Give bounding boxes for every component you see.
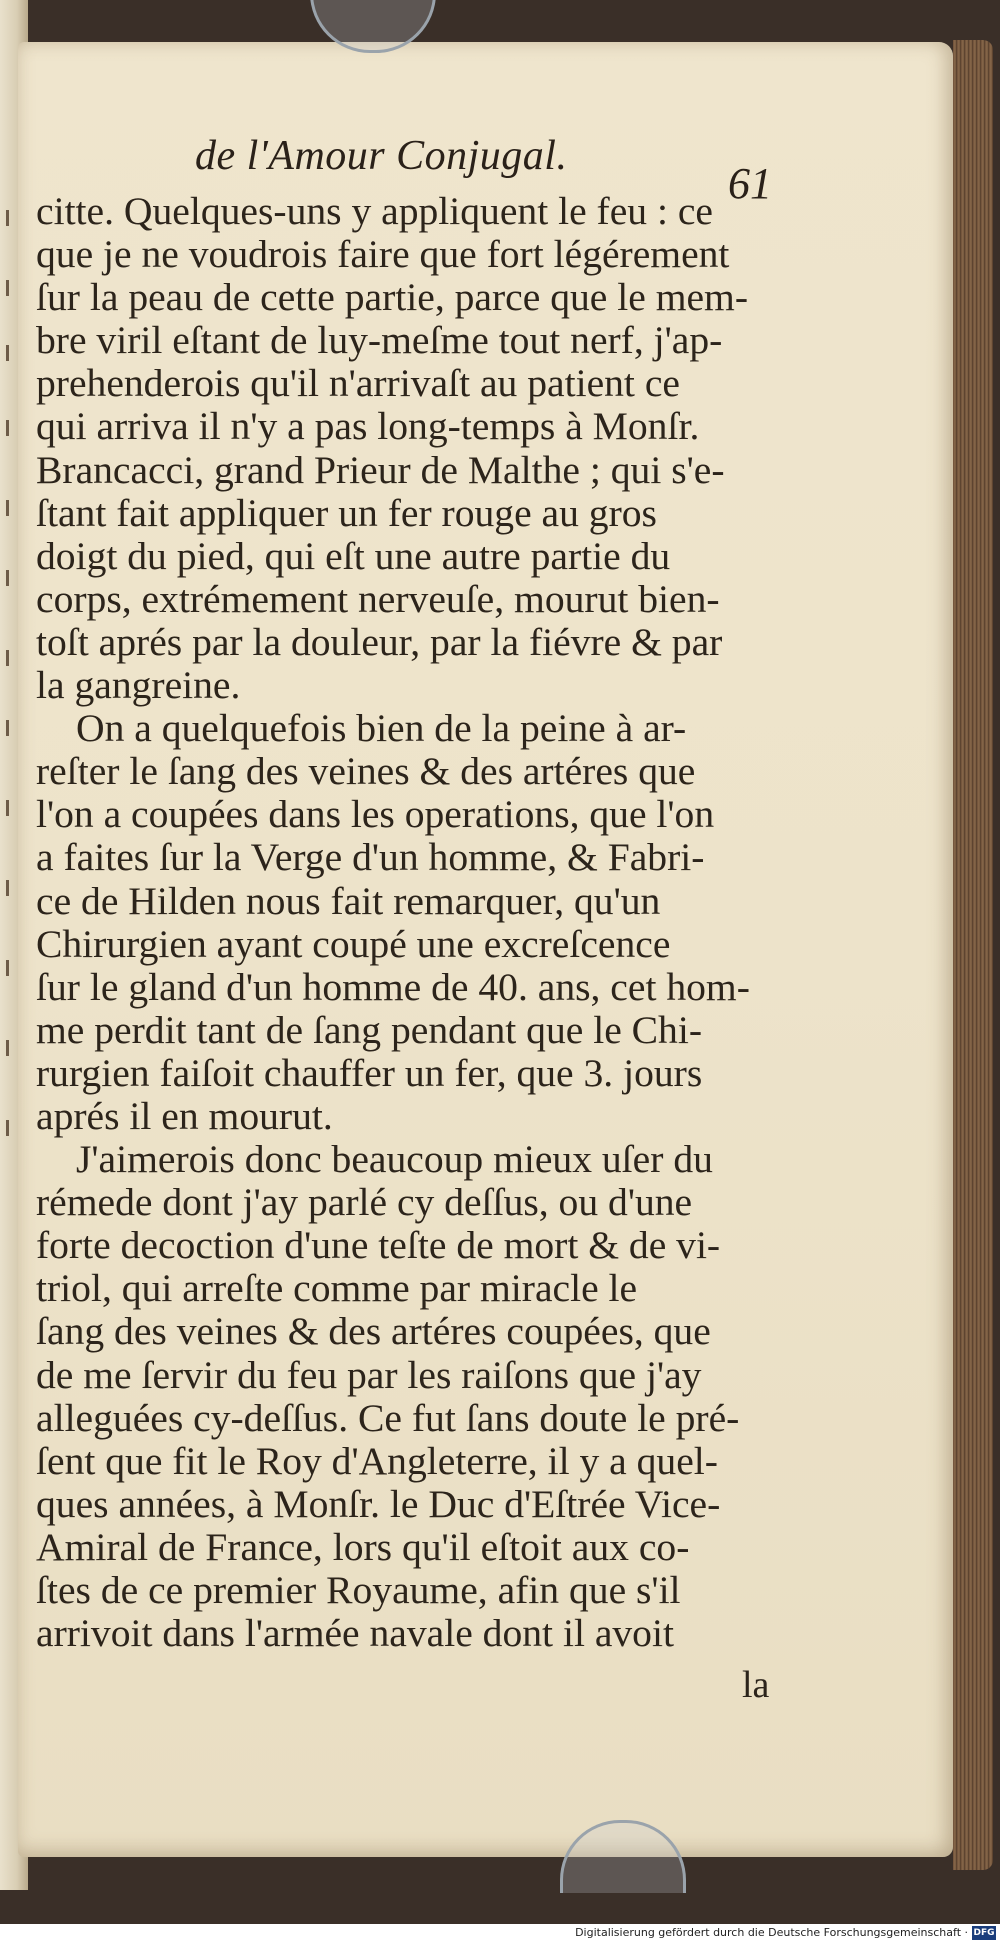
text-line: arrivoit dans l'armée navale dont il avoit	[36, 1611, 674, 1656]
text-line: a faites ſur la Verge d'un homme, & Fabri-	[36, 835, 705, 880]
footer-credit: Digitalisierung gefördert durch die Deutsche Forschungsgemeinschaft ·	[575, 1926, 968, 1939]
text-line: ſur le gland d'un homme de 40. ans, cet hom-	[36, 964, 750, 1009]
text-line: ſang des veines & des artéres coupées, que	[36, 1309, 711, 1354]
text-line: Chirurgien ayant coupé une excreſcence	[36, 921, 671, 966]
text-line: me perdit tant de ſang pendant que le Chi-	[36, 1007, 703, 1052]
text-line: bre viril eſtant de luy-meſme tout nerf, j'ap-	[36, 318, 723, 363]
body-text	[36, 190, 788, 1655]
text-line: alleguées cy-deſſus. Ce fut ſans doute le pré-	[36, 1395, 740, 1440]
text-line: ſtes de ce premier Royaume, afin que s'il	[36, 1568, 681, 1612]
page-edges	[953, 40, 993, 1870]
text-line: rurgien faiſoit chauffer un fer, que 3. jours	[36, 1050, 703, 1095]
text-line: doigt du pied, qui eſt une autre partie du	[36, 533, 671, 578]
dfg-logo: DFG	[973, 1928, 995, 1938]
text-line: qui arriva il n'y a pas long-temps à Monſr.	[36, 404, 700, 449]
text-line: Amiral de France, lors qu'il eſtoit aux co-	[36, 1524, 690, 1569]
text-line: ce de Hilden nous fait remarquer, qu'un	[36, 878, 661, 923]
text-line: citte. Quelques-uns y appliquent le feu : ce	[36, 189, 714, 233]
text-line: l'on a coupées dans les operations, que l'on	[36, 792, 715, 837]
text-line: J'aimerois donc beaucoup mieux uſer du	[76, 1137, 713, 1182]
text-line: la gangreine.	[36, 663, 241, 708]
page-number: 61	[728, 159, 772, 208]
text-line: que je ne voudrois faire que fort légérement	[36, 232, 730, 277]
text-line: ſur la peau de cette partie, parce que le mem-	[36, 275, 749, 320]
text-line: de me ſervir du feu par les raiſons que j'ay	[36, 1352, 702, 1397]
text-line: ſent que fit le Roy d'Angleterre, il y a quel-	[36, 1438, 718, 1483]
running-head: de l'Amour Conjugal.	[195, 133, 568, 179]
text-line: corps, extrémement nerveuſe, mourut bien-	[36, 576, 720, 621]
text-line: prehenderois qu'il n'arrivaſt au patient ce	[36, 361, 680, 406]
text-line: triol, qui arreſte comme par miracle le	[36, 1266, 638, 1311]
text-line: reſter le ſang des veines & des artéres que	[36, 749, 696, 794]
margin-marks	[4, 200, 18, 1200]
text-line: toſt aprés par la douleur, par la fiévre & par	[36, 619, 723, 664]
text-line: ſtant fait appliquer un fer rouge au gros	[36, 490, 657, 535]
text-line: forte decoction d'une teſte de mort & de vi-	[36, 1223, 721, 1268]
text-line: rémede dont j'ay parlé cy deſſus, ou d'une	[36, 1180, 693, 1225]
catchword: la	[742, 1664, 770, 1706]
text-line: On a quelquefois bien de la peine à ar-	[76, 706, 687, 751]
text-line: aprés il en mourut.	[36, 1093, 333, 1138]
text-line: ques années, à Monſr. le Duc d'Eſtrée Vice-	[36, 1481, 721, 1526]
text-line: Brancacci, grand Prieur de Malthe ; qui s'e-	[36, 447, 725, 492]
